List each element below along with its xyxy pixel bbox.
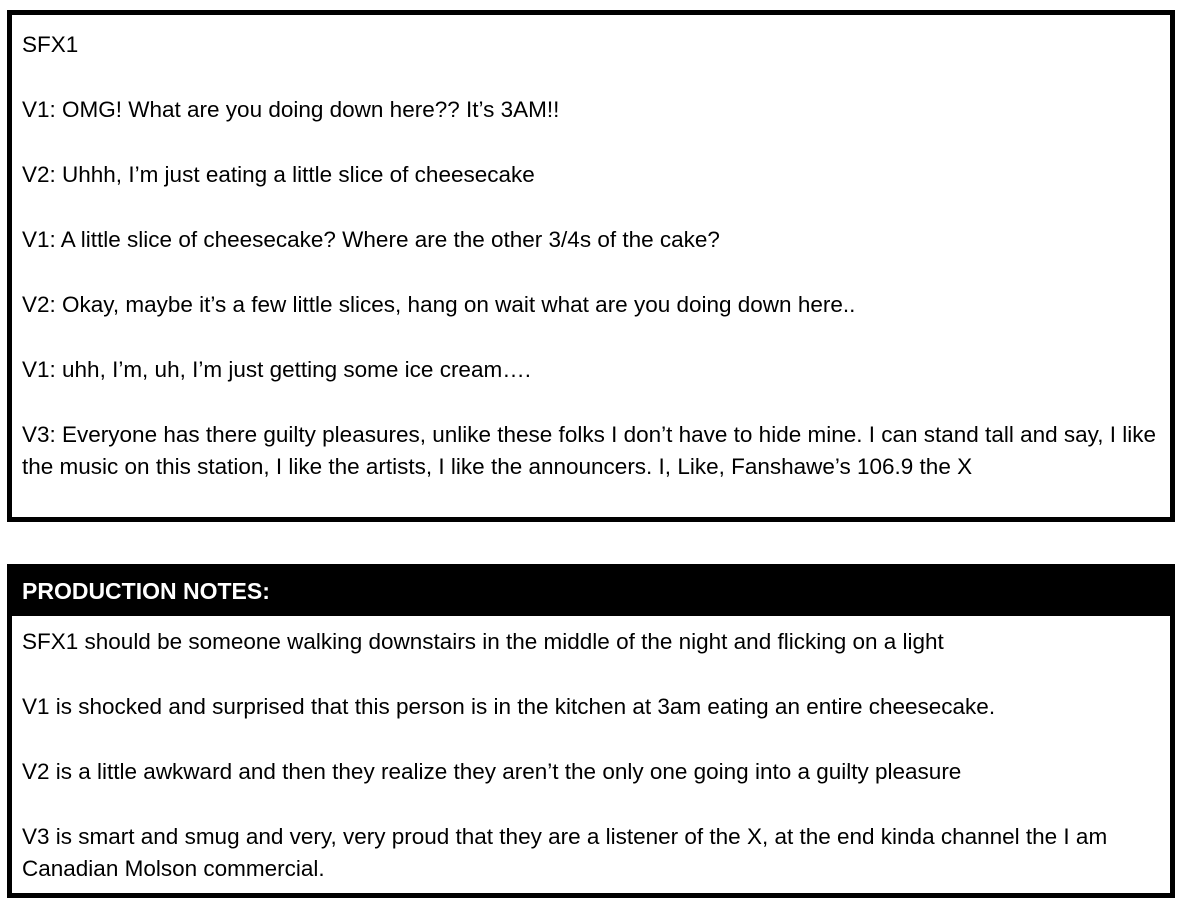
production-notes-heading: PRODUCTION NOTES: (12, 564, 1170, 616)
production-notes-body (12, 616, 1170, 885)
script-line-v1-ice-cream: V1: uhh, I’m, uh, I’m just getting some ice cream…. (22, 357, 531, 382)
script-line-v1-omg: V1: OMG! What are you doing down here?? It’s 3AM!! (22, 97, 560, 122)
script-line-v1-little-slice: V1: A little slice of cheesecake? Where are the other 3/4s of the cake? (22, 227, 720, 252)
script-line-v3-guilty-pleasures: V3: Everyone has there guilty pleasures, unlike these folks I don’t have to hide mine. I can stand tall and say, I like the music on this station, I like the artists, I like the announcers. I, Like, Fanshawe’s 106.9 the X (22, 422, 1156, 479)
script-box (7, 10, 1175, 522)
script-line-sfx1: SFX1 (22, 32, 79, 57)
note-v1: V1 is shocked and surprised that this person is in the kitchen at 3am eating an entire cheesecake. (22, 694, 996, 719)
note-sfx1: SFX1 should be someone walking downstairs in the middle of the night and flicking on a light (22, 629, 944, 654)
note-v3: V3 is smart and smug and very, very proud that they are a listener of the X, at the end kinda channel the I am Canadian Molson commercial. (22, 824, 1108, 881)
script-line-v2-cheesecake: V2: Uhhh, I’m just eating a little slice of cheesecake (22, 162, 535, 187)
note-v2: V2 is a little awkward and then they realize they aren’t the only one going into a guilty pleasure (22, 759, 962, 784)
script-line-v2-few-slices: V2: Okay, maybe it’s a few little slices, hang on wait what are you doing down here.. (22, 292, 856, 317)
production-notes-box (7, 564, 1175, 898)
